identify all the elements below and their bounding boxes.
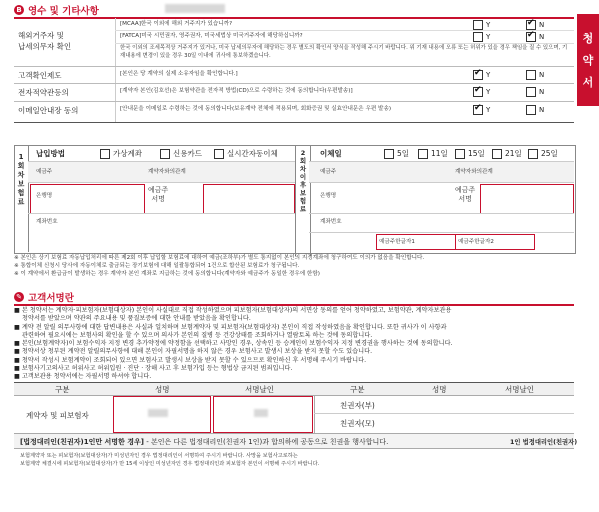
footer-line: 보험계약 체결시에 피보험자(보험대상자)가 만 15세 이상인 미성년자인 경우 법정대리인과 피보험자 본인이 서명해 주시기 바랍니다.: [20, 461, 320, 467]
statement-line: ■ 본 청약서는 계약자·피보험자(보험대상자) 본인이 사실대로 직접 작성하였으며 피보험자(보험대상자)의 서면상 동의를 얻어 청약하였고, 보험약관, 계약자보관용: [14, 307, 452, 314]
checkbox-icon: [418, 149, 428, 159]
header-name-2: 성명: [432, 385, 447, 394]
mcaa-yes[interactable]: [473, 20, 490, 30]
section-badge-icon: B: [14, 5, 24, 15]
bank-name-label: 은행명: [36, 193, 53, 199]
statement-line: ■ 청약서상 청부된 계약전 알릴의무사항에 대해 본인이 자필서명을 하지 않은 경우 보험사고 발생시 보상을 받지 못할 수도 있습니다.: [14, 348, 373, 356]
side-tab-char: 서: [582, 76, 594, 89]
section-title: [14, 3, 99, 17]
email-text: [안내문을 이메일로 수령하는 것에 동의합니다(보유계약 전체에 적용되며, 회화증권 및 실효안내문은 우편 발송): [120, 106, 392, 112]
divider: [28, 213, 295, 214]
guardian-mother-label: 친권자(모): [340, 419, 375, 428]
no-label: N: [539, 21, 545, 29]
no-label: N: [539, 71, 545, 79]
statement-line: ■ 청약서 작성시 보험계약이 조회되어 있으면 보험사고 발생시 보상을 받지 못할 수 있으므로 확인하신 후 서명해 주시기 바랍니다.: [14, 356, 367, 364]
header-gubun-2: 구분: [350, 385, 365, 394]
note-line: ※ 본인은 상기 보험료 자동납입처리에 따른 제2회 이후 납입할 보험료에 대하여 예금(조하부)가 별도 통지없이 본인의 지정계좌에 청구하여도 이의가 없음을 확인합니다.: [14, 255, 425, 261]
depositor-label-2: 예금주: [320, 169, 337, 175]
footer-line: 보험계약자 또는 피보험자(보험대상자)가 미성년자인 경우 법정대리인이 서명하여 주시기 바랍니다. 사망을 보험사고로하는: [20, 453, 298, 459]
footer-note: [20, 452, 580, 468]
method-credit-card[interactable]: [160, 148, 202, 159]
first-premium-label: 1 회 차 보 험 료: [17, 153, 25, 206]
customer-confirm-text: [본인은 당 계약의 실제 소유자임을 확인합니다.]: [120, 71, 238, 77]
bank-name-label-2: 은행명: [320, 193, 337, 199]
day-label: 21일: [505, 149, 522, 158]
customer-statements: [14, 307, 576, 382]
e-terms-text: [계약자 본인(김호선)은 보험약관을 전자적 방법(CD)으로 수령하는 것에 동의합니다(우편발송)]: [120, 88, 353, 94]
payment-notes: [14, 254, 574, 278]
holder-sign-field[interactable]: [203, 184, 295, 214]
day-label: 5일: [397, 149, 410, 158]
legal-rep-text: - 본인은 다른 법정대리인(친권자 1인)과 합의하에 공동으로 친권을 행사합니다.: [143, 438, 389, 446]
divider: [115, 43, 574, 44]
email-no[interactable]: [526, 105, 544, 115]
fatca-question: [FATCA]미국 시민권자, 영주권자, 미국세법상 미국거주자에 해당하십니까?: [120, 33, 303, 39]
holder-sign-label: 예금주 서명: [148, 186, 169, 203]
checkbox-icon: [160, 149, 170, 159]
checkbox-checked-icon: [526, 32, 536, 42]
policyholder-sign-field[interactable]: [213, 396, 313, 433]
divider: [14, 66, 574, 67]
checkbox-icon: [473, 32, 483, 42]
email-label: 이메일안내장 동의: [18, 106, 79, 115]
yes-label: Y: [486, 88, 491, 96]
method-virtual-account[interactable]: [100, 148, 142, 159]
day-25[interactable]: [528, 148, 558, 159]
divider: [14, 304, 574, 306]
day-11[interactable]: [418, 148, 448, 159]
method-label: 가상계좌: [113, 149, 142, 158]
statement-line: 관련하여 필요시에는 보험사의 확인을 할 수 있으며 의사가 본인의 질병 등 건강상태를 조회하거나 열람토록 하는 것에 동의합니다.: [22, 331, 373, 339]
divider: [314, 413, 574, 414]
day-5[interactable]: [384, 148, 409, 159]
pen-icon: ✎: [14, 292, 24, 302]
side-tab-char: 약: [582, 54, 594, 67]
blurred-sign: [254, 409, 268, 417]
yes-label: Y: [486, 21, 491, 29]
side-tab-char: 청: [582, 32, 594, 45]
yes-label: Y: [486, 106, 491, 114]
checkbox-checked-icon: [473, 70, 483, 80]
customer-confirm-yes[interactable]: [473, 70, 490, 80]
e-terms-label: 전자적약관등의: [18, 88, 69, 97]
checkbox-icon: [473, 20, 483, 30]
holder-sign-field-2[interactable]: [480, 184, 574, 214]
later-premium-label: 2 회 차 이 후 보 험 료: [295, 145, 311, 256]
divider: [115, 30, 574, 31]
checkbox-checked-icon: [473, 87, 483, 97]
day-label: 11일: [431, 149, 448, 158]
signature-section-title: [14, 290, 74, 304]
day-15[interactable]: [455, 148, 485, 159]
relation-label-2: 계약자와의관계: [455, 169, 493, 175]
customer-confirm-no[interactable]: [526, 70, 544, 80]
section-title-text: 영수 및 기타사항: [28, 6, 99, 17]
checkbox-icon: [526, 105, 536, 115]
e-terms-no[interactable]: [526, 87, 544, 97]
blurred-area: [165, 4, 225, 13]
legal-rep-statement: [20, 437, 388, 447]
mcaa-no[interactable]: [526, 20, 544, 30]
statement-line: 청약서를 받았으며 약관의 주요내용 및 품질보증에 대한 안내를 받았음을 확인합니다.: [22, 315, 251, 323]
note-line: ※ 이 계약에서 환급금이 발생하는 경우 계약자 본인 계좌로 지급하는 것에 동의합니다(계약자와 예금주가 동일한 경우에 한함): [14, 271, 320, 277]
no-label: N: [539, 106, 545, 114]
blurred-name: [148, 409, 168, 417]
day-label: 15일: [468, 149, 485, 158]
divider: [309, 232, 574, 233]
mcaa-question: [MCAA]한국 이외에 해외 거주지가 있습니까?: [120, 21, 233, 27]
e-terms-yes[interactable]: [473, 87, 490, 97]
side-tab: [577, 14, 599, 106]
depositor-name-field-1[interactable]: 예금주한글자1: [376, 234, 456, 250]
yes-label: Y: [486, 71, 491, 79]
day-21[interactable]: [492, 148, 522, 159]
customer-confirm-label: 고객확인제도: [18, 71, 62, 80]
divider: [14, 122, 574, 123]
header-name: 성명: [155, 385, 170, 394]
checkbox-icon: [526, 87, 536, 97]
divider: [314, 395, 315, 433]
policyholder-name-field[interactable]: [113, 396, 211, 433]
yes-label: Y: [486, 33, 491, 41]
transfer-day-label: 이체일: [320, 149, 342, 158]
checkbox-icon: [455, 149, 465, 159]
method-label: 실시간자동이체: [227, 149, 278, 158]
signature-section-title-text: 고객서명란: [28, 293, 74, 304]
statement-line: ■ 보험사기고의사고 허위사고 허위입원 · 진단 · 장해 사고 후 보험가입 등는 형법상 금지된 범죄입니다.: [14, 365, 293, 373]
method-label: 신용카드: [173, 149, 202, 158]
divider: [309, 182, 574, 183]
statement-line: ■ 계약 전 알릴 의무사항에 대한 답변내용은 사실과 일치하며 보험계약자 및 피보험자(보험대상자) 본인이 직접 작성하였음을 확인합니다. 또한 귀사가 이 사항과: [14, 323, 447, 331]
note-line: ※ 통합이체 신청시 당사에 자동이체로 출금되는 장기보험에 대해 일괄통합되어 1건으로 합산된 보험료가 청구됩니다.: [14, 263, 300, 269]
checkbox-icon: [100, 149, 110, 159]
relation-label: 계약자와의관계: [148, 169, 186, 175]
divider: [14, 83, 574, 84]
header-sign: 서명날인: [245, 385, 274, 394]
depositor-label: 예금주: [36, 169, 53, 175]
day-label: 25일: [541, 149, 558, 158]
legal-rep-right: 1인 법정대리인(친권자): [510, 439, 578, 446]
divider: [14, 101, 574, 102]
method-auto-transfer[interactable]: [214, 148, 278, 159]
no-label: N: [539, 88, 545, 96]
payment-method-label: 납입방법: [36, 149, 65, 158]
account-number-label: 계좌번호: [36, 219, 58, 225]
fatca-no[interactable]: [526, 32, 544, 42]
checkbox-icon: [526, 70, 536, 80]
no-label: N: [539, 33, 545, 41]
header-gubun: 구분: [55, 385, 70, 394]
divider: [28, 182, 295, 183]
depositor-row-2: [309, 162, 574, 182]
holder-sign-label-2: 예금주 서명: [455, 186, 476, 203]
guardian-father-label: 친권자(부): [340, 401, 375, 410]
header-sign-2: 서명날인: [505, 385, 534, 394]
sign-table-header: [14, 382, 574, 396]
email-yes[interactable]: [473, 105, 490, 115]
checkbox-icon: [214, 149, 224, 159]
fatca-yes[interactable]: [473, 32, 490, 42]
divider: [309, 213, 574, 214]
checkbox-icon: [384, 149, 394, 159]
tax-row-label: 해외거주자 및 납세의무자 확인: [18, 31, 72, 51]
tax-note: 한국 이외의 조세목적상 거주지가 있거나, 미국 납세의무자에 해당하는 경우 별도의 확인서 양식을 작성해 주시기 바랍니다. 위 기재 내용에 오류 또는 허위가 있을 경우 책임을 질 수 있으며, 기재내용에 변경이 있을 경우 30일 이내에 귀사에 통보하겠습니다.: [120, 45, 568, 59]
divider: [115, 84, 116, 122]
divider: [115, 18, 116, 83]
checkbox-checked-icon: [473, 105, 483, 115]
divider: [14, 17, 574, 19]
depositor-name-field-2[interactable]: 예금주한글자2: [455, 234, 535, 250]
checkbox-icon: [492, 149, 502, 159]
checkbox-icon: [528, 149, 538, 159]
policyholder-insured-label: 계약자 및 피보험자: [26, 411, 89, 420]
legal-rep-bold: [법정대리인(친권자)1인만 서명한 경우]: [20, 438, 144, 446]
checkbox-checked-icon: [526, 20, 536, 30]
account-number-label-2: 계좌번호: [320, 219, 342, 225]
statement-line: ■ 고객보관용 청약서에는 자필서명 하셔야 합니다.: [14, 373, 152, 381]
statement-line: ■ 본인(보험계약자)이 보험수익자 지정 변경 추가약정에 약정함을 선택하고 사망인 경우, 상속인 등 승계인이 보험수익자 지정 변경권을 행사하는 것에 동의합니다.: [14, 340, 453, 348]
